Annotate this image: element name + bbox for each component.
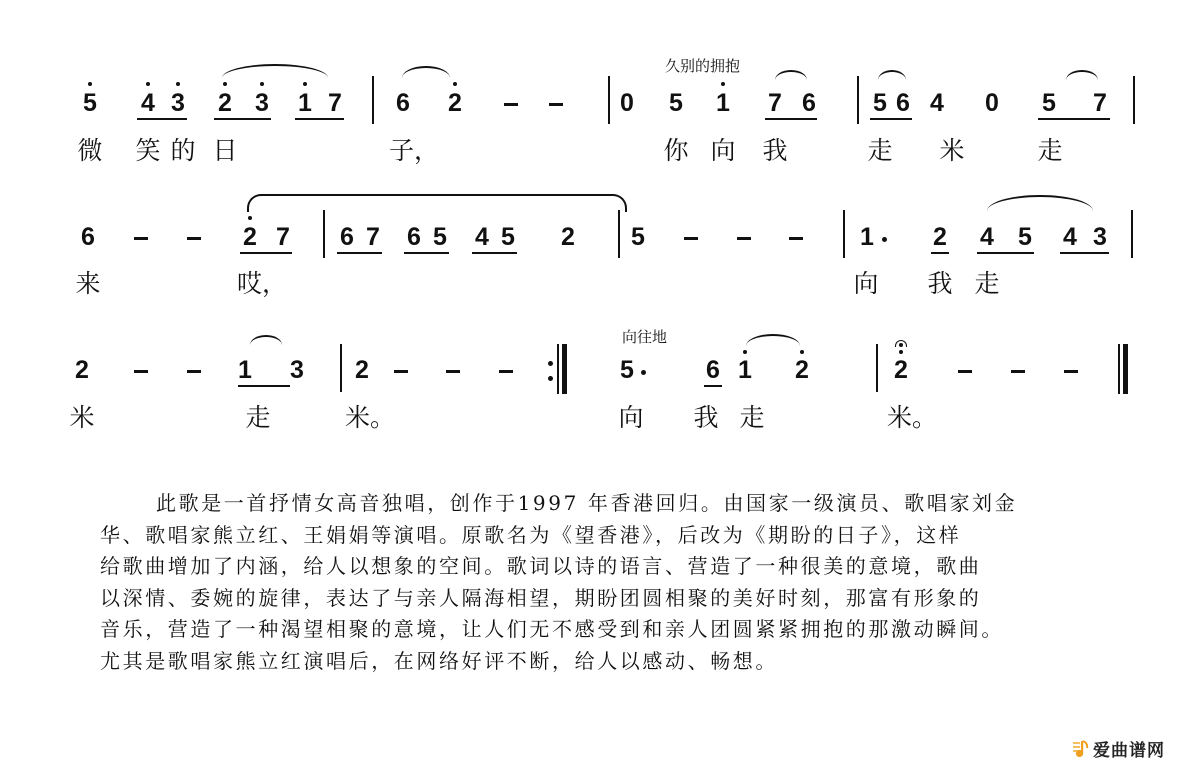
song-description: [100, 488, 1110, 677]
note: 2: [218, 89, 232, 117]
high-octave-dot: [260, 82, 264, 86]
bar-line: [340, 344, 342, 392]
lyric: 我: [762, 136, 788, 165]
note: 5: [433, 223, 447, 251]
dash: [1011, 370, 1025, 373]
note: 6: [81, 223, 95, 251]
note: 7: [276, 223, 290, 251]
note: 3: [255, 89, 269, 117]
note: 0: [985, 89, 999, 117]
high-octave-dot: [800, 350, 804, 354]
description-line: 音乐，营造了一种渴望相聚的意境，让人们无不感受到和亲人团圆紧紧拥抱的那激动瞬间。: [100, 617, 1004, 641]
eighth-underline: [214, 118, 271, 120]
final-bar: [1123, 344, 1128, 394]
lyric: 走: [245, 403, 271, 432]
lyric: 向: [853, 269, 879, 298]
note: 6: [396, 89, 410, 117]
high-octave-dot: [248, 216, 252, 220]
eighth-underline: [870, 118, 912, 120]
note: 2: [75, 356, 89, 384]
eighth-underline: [404, 252, 449, 254]
high-octave-dot: [743, 350, 747, 354]
lyric: 你: [663, 136, 689, 165]
eighth-underline: [337, 252, 382, 254]
dash: [187, 370, 201, 373]
high-octave-dot: [899, 350, 903, 354]
high-octave-dot: [176, 82, 180, 86]
bar-line: [1133, 76, 1135, 124]
dash: [684, 237, 698, 240]
dash: [789, 237, 803, 240]
eighth-underline: [240, 252, 292, 254]
note: 4: [980, 223, 994, 251]
dash: [394, 370, 408, 373]
note: 2: [933, 223, 947, 251]
note: 5: [1018, 223, 1032, 251]
lyric: 微: [77, 136, 103, 165]
note: 2: [894, 356, 908, 384]
note: 3: [290, 356, 304, 384]
high-octave-dot: [721, 82, 725, 86]
description-line: 尤其是歌唱家熊立红演唱后，在网络好评不断，给人以感动、畅想。: [100, 648, 778, 673]
note: 7: [366, 223, 380, 251]
dash: [134, 237, 148, 240]
note: 4: [475, 223, 489, 251]
augmentation-dot: [882, 237, 887, 242]
lyric: 来: [75, 269, 101, 298]
lyric: 的: [170, 136, 196, 165]
eighth-underline: [295, 118, 344, 120]
note: 1: [238, 356, 252, 384]
note: 4: [1063, 223, 1077, 251]
bar-line: [618, 210, 620, 258]
high-octave-dot: [453, 82, 457, 86]
bar-line: [608, 76, 610, 124]
end-repeat-bar: [562, 344, 567, 394]
high-octave-dot: [146, 82, 150, 86]
note: 0: [620, 89, 634, 117]
note: 7: [328, 89, 342, 117]
lyric: 日: [212, 136, 238, 165]
repeat-dot: [548, 361, 553, 366]
description-line: 给歌曲增加了内涵，给人以想象的空间。歌词以诗的语言、营造了一种很美的意境，歌曲: [100, 554, 982, 578]
dash: [446, 370, 460, 373]
eighth-underline: [931, 252, 949, 254]
dash: [958, 370, 972, 373]
note: 1: [298, 89, 312, 117]
note: 5: [620, 356, 634, 384]
note: 2: [561, 223, 575, 251]
eighth-underline: [765, 118, 817, 120]
note: 1: [738, 356, 752, 384]
note: 5: [83, 89, 97, 117]
bar-line: [843, 210, 845, 258]
slur: [222, 64, 328, 78]
note: 4: [930, 89, 944, 117]
slur: [250, 335, 282, 345]
bar-line: [323, 210, 325, 258]
lyric: 子，: [388, 136, 440, 165]
note: 3: [1093, 223, 1107, 251]
dash: [549, 103, 563, 106]
lyric: 米: [939, 136, 965, 165]
slur: [987, 195, 1093, 211]
note: 5: [631, 223, 645, 251]
dash: [134, 370, 148, 373]
lyric: 走: [1037, 136, 1063, 165]
slur: [247, 194, 627, 212]
note: 7: [768, 89, 782, 117]
note: 5: [1042, 89, 1056, 117]
high-octave-dot: [223, 82, 227, 86]
lyric: 走: [867, 136, 893, 165]
lyric: 走: [974, 269, 1000, 298]
bar-line: [1131, 210, 1133, 258]
site-watermark: [1073, 736, 1165, 761]
dash: [737, 237, 751, 240]
note: 3: [171, 89, 185, 117]
note: 1: [860, 223, 874, 251]
lyric: 米。: [886, 403, 938, 432]
lyric: 哎，: [236, 269, 288, 298]
note: 4: [141, 89, 155, 117]
note: 1: [716, 89, 730, 117]
eighth-underline: [704, 385, 722, 387]
description-line-text: 此歌是一首抒情女高音独唱，创作于1997 年香港回归。由国家一级演员、歌唱家刘金: [156, 491, 1018, 515]
eighth-underline: [977, 252, 1034, 254]
note: 6: [340, 223, 354, 251]
repeat-dot: [548, 376, 553, 381]
augmentation-dot: [641, 370, 646, 375]
description-line: [100, 488, 1110, 520]
bar-line: [557, 344, 559, 394]
note: 6: [706, 356, 720, 384]
note: 6: [896, 89, 910, 117]
slur: [775, 70, 807, 80]
lyric: 向: [710, 136, 736, 165]
eighth-underline: [1038, 118, 1110, 120]
description-line: 以深情、委婉的旋律，表达了与亲人隔海相望，期盼团圆相聚的美好时刻，那富有形象的: [100, 585, 982, 610]
lyric: 走: [739, 403, 765, 432]
slur: [878, 70, 906, 80]
high-octave-dot: [88, 82, 92, 86]
note: 6: [407, 223, 421, 251]
eighth-underline: [1060, 252, 1109, 254]
note: 2: [448, 89, 462, 117]
note: 5: [873, 89, 887, 117]
lyric: 米: [69, 403, 95, 432]
eighth-underline: [137, 118, 187, 120]
note: 2: [795, 356, 809, 384]
lyric: 我: [927, 269, 953, 298]
lyric: 米。: [344, 403, 396, 432]
note: 2: [243, 223, 257, 251]
bar-line: [857, 76, 859, 124]
expression-annotation: 向往地: [622, 329, 668, 346]
eighth-underline: [238, 385, 290, 387]
expression-annotation: 久别的拥抱: [665, 58, 741, 75]
slur: [402, 66, 450, 78]
note: 2: [355, 356, 369, 384]
eighth-underline: [472, 252, 517, 254]
music-note-icon: [1073, 740, 1089, 758]
lyric: 向: [618, 403, 644, 432]
fermata-dot: [899, 343, 903, 347]
dash: [499, 370, 513, 373]
lyric: 我: [693, 403, 719, 432]
note: 7: [1093, 89, 1107, 117]
bar-line: [372, 76, 374, 124]
bar-line: [876, 344, 878, 392]
high-octave-dot: [303, 82, 307, 86]
watermark-text: 爱曲谱网: [1093, 741, 1165, 761]
description-line: 华、歌唱家熊立红、王娟娟等演唱。原歌名为《望香港》，后改为《期盼的日子》，这样: [100, 522, 962, 547]
dash: [1064, 370, 1078, 373]
dash: [504, 103, 518, 106]
note: 5: [669, 89, 683, 117]
bar-line: [1118, 344, 1120, 394]
note: 5: [501, 223, 515, 251]
lyric: 笑: [135, 136, 161, 165]
slur: [746, 334, 800, 346]
dash: [187, 237, 201, 240]
slur: [1066, 70, 1098, 80]
note: 6: [802, 89, 816, 117]
